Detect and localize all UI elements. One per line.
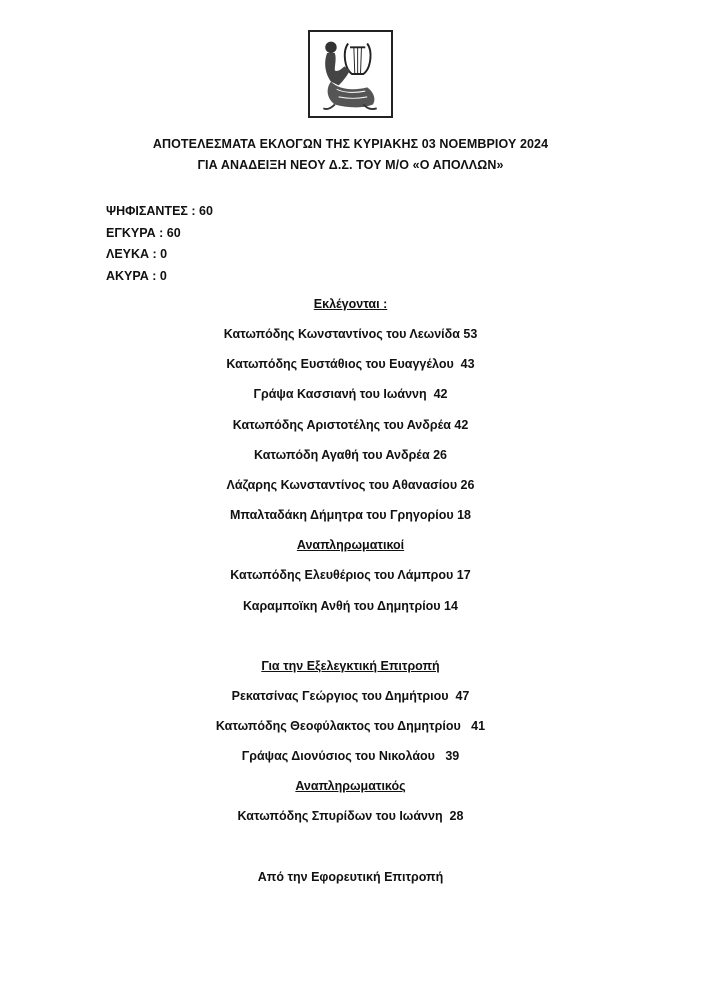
audit-substitute-heading: Αναπληρωματικός xyxy=(295,779,406,793)
vote-stats xyxy=(106,201,213,287)
elected-candidate: Κατωπόδης Κωνσταντίνος του Λεωνίδα 53 xyxy=(223,327,478,341)
audit-candidate: Ρεκατσίνας Γεώργιος του Δημήτριου 47 xyxy=(231,689,470,703)
apollo-lyre-logo xyxy=(308,30,393,118)
elected-candidate: Κατωπόδης Αριστοτέλης του Ανδρέα 42 xyxy=(232,418,469,432)
blank-count: ΛΕΥΚΑ : 0 xyxy=(106,247,168,261)
elected-candidate: Γράψα Κασσιανή του Ιωάννη 42 xyxy=(253,387,448,401)
elected-candidate: Λάζαρης Κωνσταντίνος του Αθανασίου 26 xyxy=(226,478,475,492)
valid-count: ΕΓΚΥΡΑ : 60 xyxy=(106,225,181,240)
document-title-line2: ΓΙΑ ΑΝΑΔΕΙΞΗ ΝΕΟΥ Δ.Σ. ΤΟΥ Μ/Ο «Ο ΑΠΟΛΛΩΝ» xyxy=(197,158,504,172)
electoral-committee-signature: Από την Εφορευτική Επιτροπή xyxy=(257,870,444,884)
elected-candidate: Μπαλταδάκη Δήμητρα του Γρηγορίου 18 xyxy=(229,508,471,522)
audit-candidate: Γράψας Διονύσιος του Νικολάου 39 xyxy=(241,749,460,763)
voters-count: ΨΗΦΙΣΑΝΤΕΣ : 60 xyxy=(106,204,213,218)
substitute-candidate: Κατωπόδης Ελευθέριος του Λάμπρου 17 xyxy=(230,568,471,582)
document-title-line1: ΑΠΟΤΕΛΕΣΜΑΤΑ ΕΚΛΟΓΩΝ ΤΗΣ ΚΥΡΙΑΚΗΣ 03 ΝΟΕΜΒΡΙΟΥ 2024 xyxy=(152,137,549,151)
lyre-player-icon xyxy=(310,32,391,116)
audit-substitute-candidate: Κατωπόδης Σπυρίδων του Ιωάννη 28 xyxy=(237,809,464,823)
invalid-count: ΑΚΥΡΑ : 0 xyxy=(106,268,167,283)
substitute-candidate: Καραμποϊκη Ανθή του Δημητρίου 14 xyxy=(243,599,458,613)
elected-candidate: Κατωπόδη Αγαθή του Ανδρέα 26 xyxy=(253,448,448,462)
audit-committee-heading: Για την Εξελεγκτική Επιτροπή xyxy=(261,659,440,673)
elected-candidate: Κατωπόδης Ευστάθιος του Ευαγγέλου 43 xyxy=(226,357,475,371)
substitutes-heading: Αναπληρωματικοί xyxy=(296,538,405,552)
audit-candidate: Κατωπόδης Θεοφύλακτος του Δημητρίου 41 xyxy=(215,719,486,733)
elected-heading: Εκλέγονται : xyxy=(313,297,388,311)
